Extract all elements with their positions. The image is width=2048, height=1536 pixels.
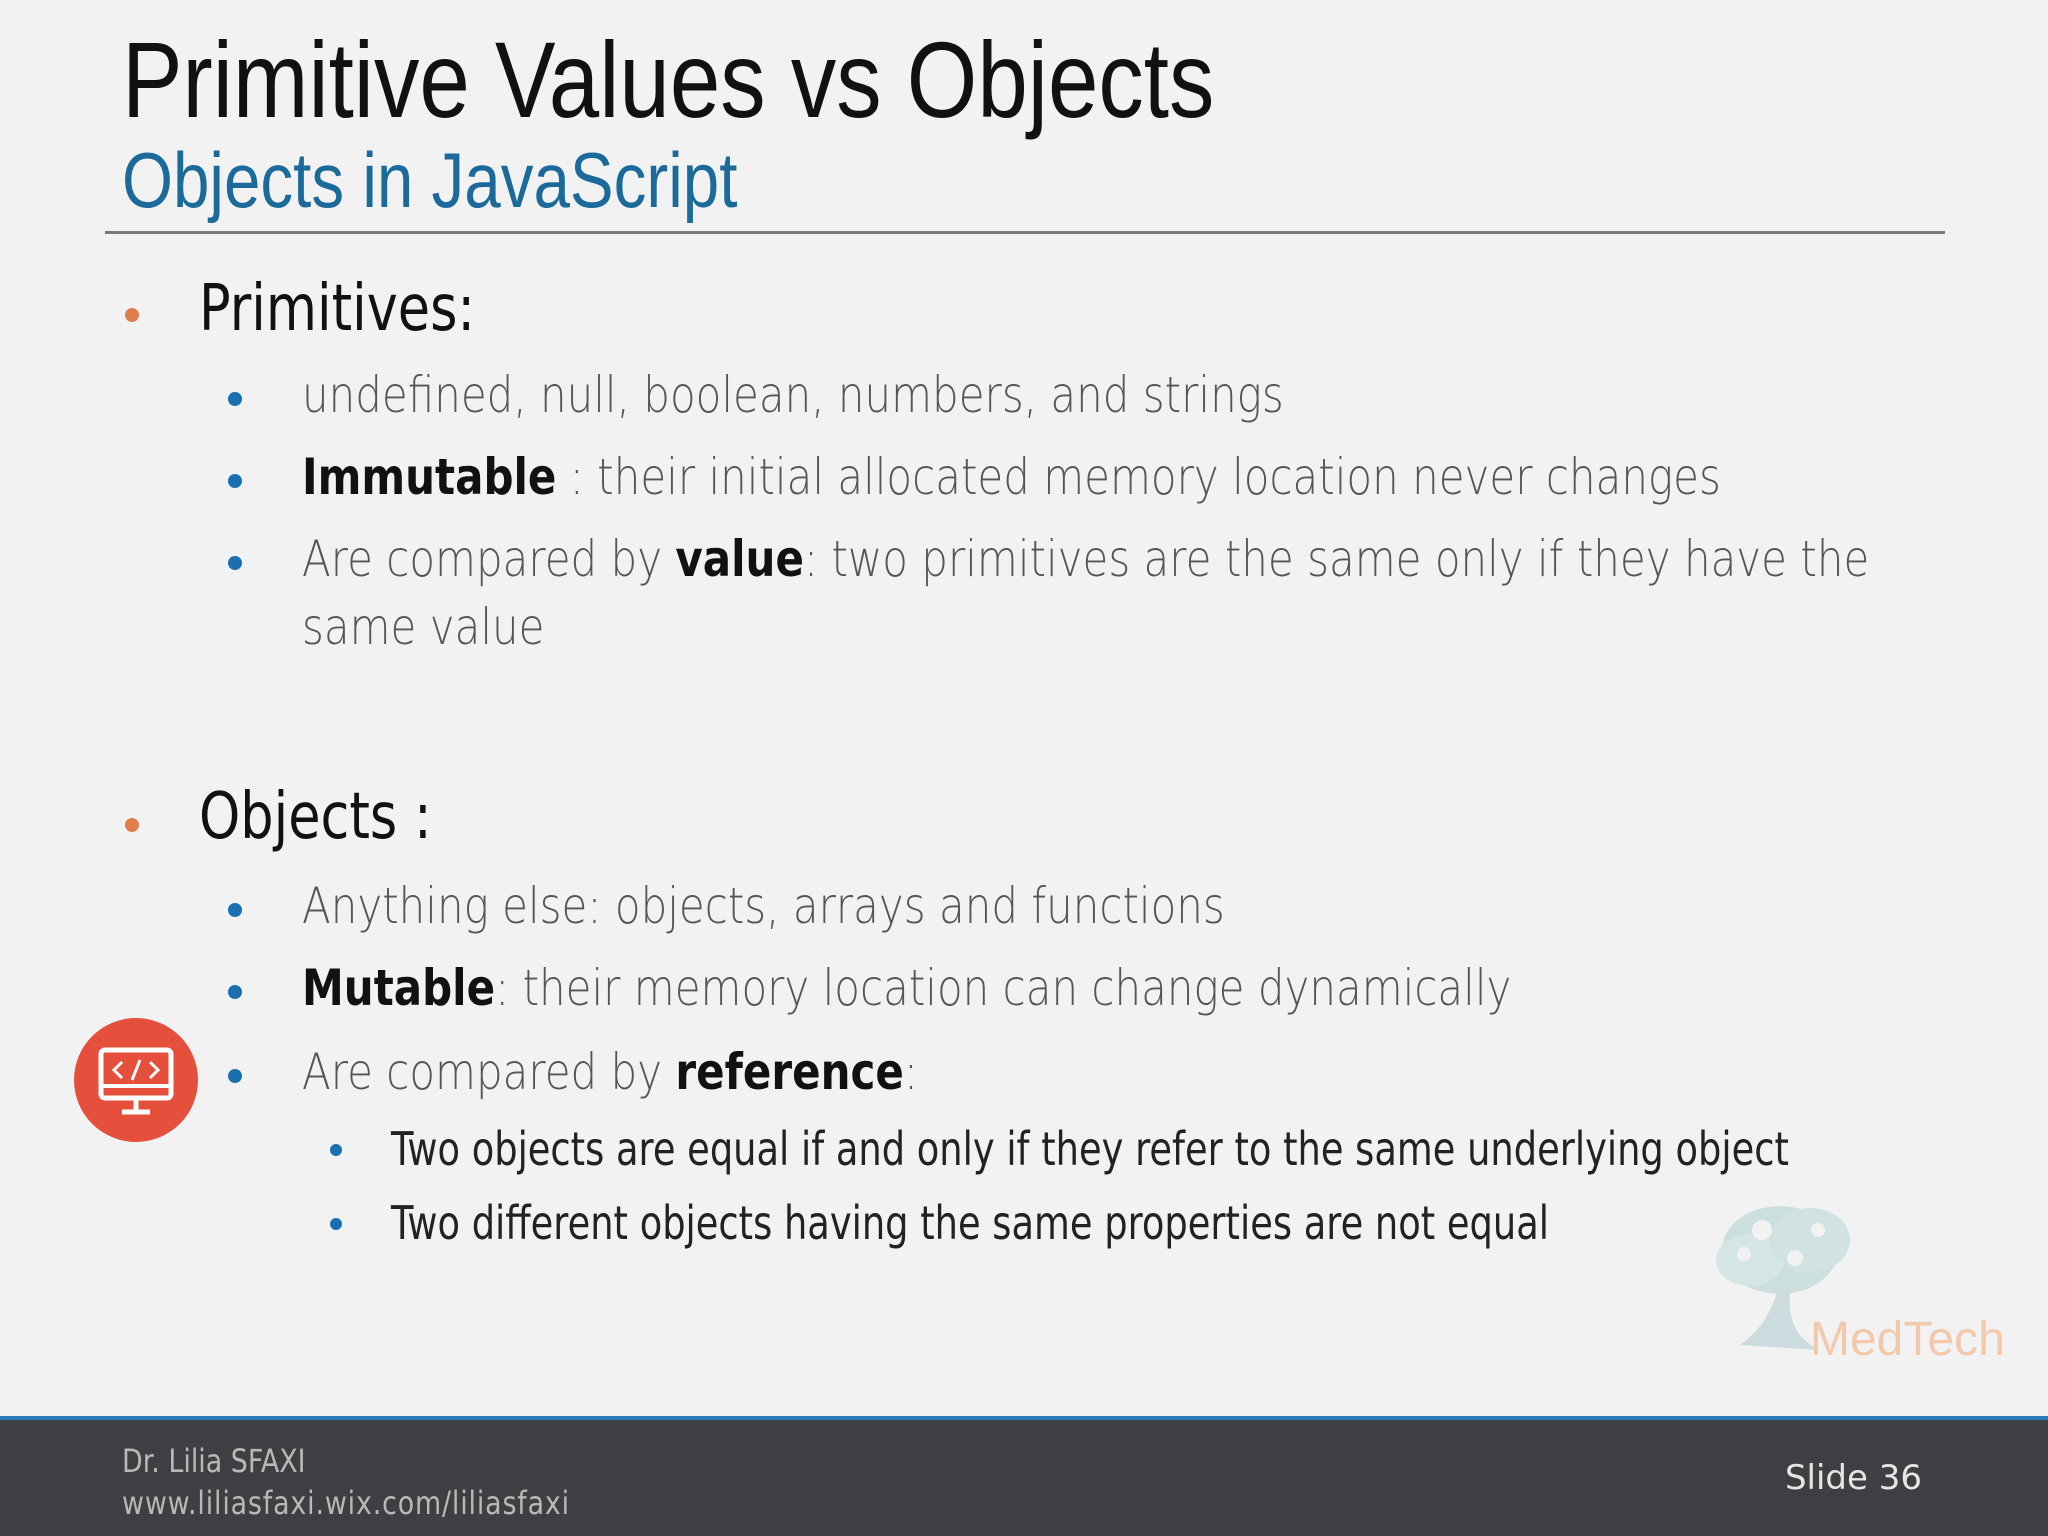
prim-item-3-pre: Are compared by bbox=[302, 530, 676, 588]
bullet-primitives bbox=[125, 308, 139, 322]
prim-item-3-rest: : two primitives are the same only if they have the bbox=[803, 530, 1870, 588]
obj-item-3-rest: : bbox=[903, 1043, 919, 1101]
bullet-prim-1 bbox=[228, 392, 242, 406]
title-divider bbox=[105, 231, 1945, 234]
bullet-prim-3 bbox=[228, 556, 242, 570]
slide-number bbox=[1785, 1458, 1922, 1498]
obj-item-3 bbox=[302, 1043, 918, 1101]
bullet-objects bbox=[125, 818, 139, 832]
prim-item-1: undefined, null, boolean, numbers, and strings bbox=[302, 366, 1284, 424]
bullet-obj-sub-2 bbox=[330, 1218, 342, 1230]
obj-item-3-bold: reference bbox=[675, 1043, 904, 1101]
prim-item-3 bbox=[302, 530, 1869, 588]
obj-subitem-2: Two different objects having the same properties are not equal bbox=[391, 1196, 1549, 1250]
bullet-obj-3 bbox=[228, 1069, 242, 1083]
bullet-obj-1 bbox=[228, 903, 242, 917]
code-monitor-icon bbox=[74, 1018, 198, 1142]
footer-website: www.liliasfaxi.wix.com/liliasfaxi bbox=[122, 1484, 570, 1522]
prim-item-3-continuation: same value bbox=[302, 598, 545, 656]
prim-item-2 bbox=[302, 448, 1721, 506]
medtech-logo-text: MedTech bbox=[1810, 1313, 2005, 1366]
slide-subtitle: Objects in JavaScript bbox=[122, 136, 738, 224]
obj-subitem-1: Two objects are equal if and only if they refer to the same underlying object bbox=[391, 1122, 1789, 1176]
footer-author: Dr. Lilia SFAXI bbox=[122, 1442, 306, 1480]
slide-number-value: 36 bbox=[1878, 1458, 1922, 1498]
obj-item-3-pre: Are compared by bbox=[302, 1043, 676, 1101]
obj-item-2-bold: Mutable bbox=[302, 959, 496, 1017]
heading-primitives: Primitives: bbox=[199, 272, 476, 346]
obj-item-1: Anything else: objects, arrays and functions bbox=[302, 877, 1225, 935]
obj-item-2-rest: : their memory location can change dynamically bbox=[495, 959, 1512, 1017]
slide-title: Primitive Values vs Objects bbox=[122, 19, 1215, 140]
heading-objects: Objects : bbox=[199, 780, 432, 854]
prim-item-2-rest: : their initial allocated memory location never changes bbox=[556, 448, 1721, 506]
bullet-prim-2 bbox=[228, 474, 242, 488]
slide-number-label: Slide bbox=[1784, 1458, 1868, 1498]
bullet-obj-2 bbox=[228, 985, 242, 999]
bullet-obj-sub-1 bbox=[330, 1144, 342, 1156]
prim-item-3-bold: value bbox=[675, 530, 804, 588]
prim-item-2-bold: Immutable bbox=[302, 448, 557, 506]
obj-item-2 bbox=[302, 959, 1511, 1017]
